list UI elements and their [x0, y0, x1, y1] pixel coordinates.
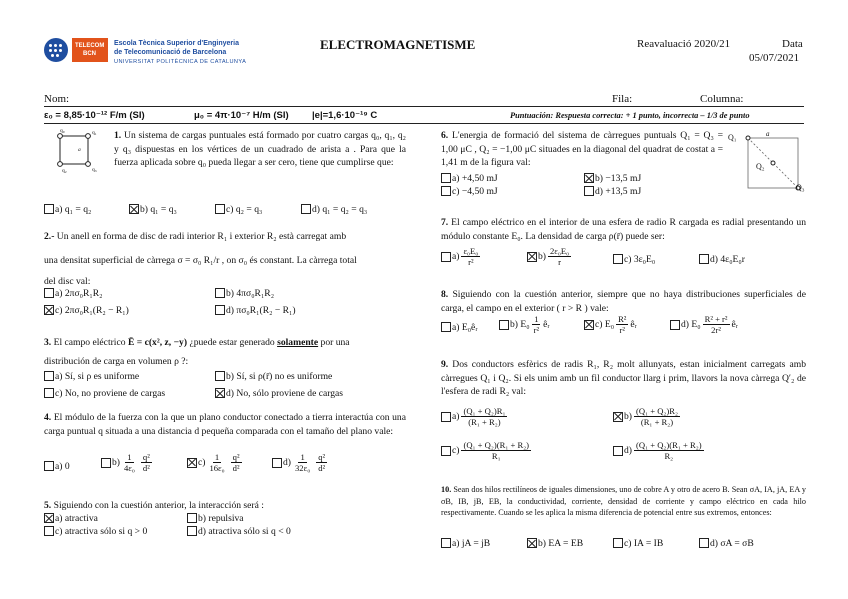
telecom-logo-text: TELECOM	[75, 43, 105, 49]
q10-option-a[interactable]: a) jA = jB	[441, 538, 490, 550]
q3-text-2: distribución de carga en volumen ρ ?:	[44, 356, 189, 367]
q3-option-a[interactable]: a) Sí, si ρ es uniforme	[44, 371, 139, 383]
q8-checkbox-a[interactable]	[441, 322, 451, 332]
q1-fig-label-q0: q₀	[60, 128, 65, 134]
q4-checkbox-b[interactable]	[101, 458, 111, 468]
q2-text-1: 2.- Un anell en forma de disc de radi interior R₁ i exterior R₂ està carregat amb	[44, 231, 347, 242]
q1-statement: Un sistema de cargas puntuales está formado por cuatro cargas q₀, q₁, q₂ y q₃ dispuestas en los vértices de un cuadrado de arista a . Para que la fuerza aplicada sobre q₀ pueda llegar a ser cero, tiene que cumplirse que:	[114, 130, 407, 169]
q1-fig-label-q3: q₃	[92, 167, 97, 173]
q8-text: 8. Siguiendo con la cuestión anterior, siempre que no haya distribuciones superficiales de carga, el campo en el exterior ( r > R ) vale:	[441, 289, 806, 314]
q3-number: 3.	[44, 337, 52, 348]
scoring-note: Puntuación: Respuesta correcta: + 1 punto, incorrecta – 1/3 de punto	[510, 111, 750, 120]
q9-option-c[interactable]: c) $\frac{\text{(Q₁ + Q₂)(R₁ + R₂)}}{\text{R₁}}$	[441, 440, 533, 461]
q4-number: 4.	[44, 412, 52, 423]
q10-option-b[interactable]: b) EA = EB	[527, 538, 583, 550]
q8-option-d[interactable]: d) E₀ $\frac{\text{R² + r²}}{\text{2r²}}$ êᵣ	[670, 314, 738, 335]
q10-number: 10.	[441, 485, 452, 494]
q10-text: 10. Sean dos hilos rectilíneos de iguales dimensiones, uno de cobre A y otro de acero B. Sean σA, IA, jA, EA y σB, IB, jB, EB, la conductividad, corriente, densidad de corriente y campo eléctrico en cada hilo respectivamente. Cuando se les aplica la misma diferencia de potencial entre sus extremos, entonces:	[441, 485, 806, 517]
q4-text: 4. El módulo de la fuerza con la que un plano conductor conectado a tierra interactúa con una carga puntual q situada a una distancia d pequeña comparada con el tamaño del plano vale:	[44, 412, 406, 437]
q3-field: Ē = c(x², z, −y)	[127, 337, 188, 348]
q6-charge-Q2	[771, 161, 775, 165]
q6-option-a[interactable]: a) +4,50 mJ	[441, 173, 498, 185]
q9-text: 9. Dos conductors esfèrics de radis R₁, R₂ molt allunyats, estan inicialment carregats amb càrregues Q₁ i Q₂. Si els unim amb un fil conductor llarg i prim, llavors la nova càrrega Q′₂ de l'esfera de radi R₂ val:	[441, 359, 806, 398]
q2-option-d[interactable]: d) πσ₀R₁(R₂ − R₁)	[215, 305, 296, 317]
q8-checkbox-d[interactable]	[670, 320, 680, 330]
q10-checkbox-c[interactable]	[613, 538, 623, 548]
constants-underline	[44, 123, 804, 124]
q6-option-d[interactable]: d) +13,5 mJ	[584, 186, 641, 198]
q4-checkbox-d[interactable]	[272, 458, 282, 468]
q8-checkbox-b[interactable]	[499, 320, 509, 330]
q1-square	[60, 136, 88, 164]
date-label: Data	[782, 38, 803, 50]
q5-text: 5. Siguiendo con la cuestión anterior, la interacción será :	[44, 500, 264, 511]
q9-option-d[interactable]: d) $\frac{\text{(Q₁ + Q₂)(R₁ + R₂)}}{\text{R₂}}$	[613, 440, 706, 461]
q4-option-a[interactable]: a) 0	[44, 461, 70, 473]
q2-text-2: una densitat superficial de càrrega σ = σ₀ R₁/r , on σ₀ és constant. La càrrega total	[44, 255, 357, 266]
constant-mu0: μ₀ = 4π·10⁻⁷ H/m (SI)	[194, 110, 289, 121]
bcn-logo-text: BCN	[83, 51, 96, 57]
q6-fig-label-Q3: Q₃	[796, 183, 805, 192]
q1-option-c[interactable]: c) q₂ = q₃	[215, 204, 262, 216]
q4-checkbox-a[interactable]	[44, 461, 54, 471]
q2-number: 2.-	[44, 231, 55, 242]
q9-checkbox-d[interactable]	[613, 446, 623, 456]
q3-checkbox-c[interactable]	[44, 388, 54, 398]
q1-checkbox-b[interactable]	[129, 204, 139, 214]
name-underline	[44, 106, 804, 107]
q6-number: 6.	[441, 130, 449, 141]
date-value: 05/07/2021	[749, 52, 800, 64]
q1-option-a[interactable]: a) q₁ = q₂	[44, 204, 91, 216]
q6-fig-label-Q1: Q₁	[728, 133, 737, 142]
q10-checkbox-d[interactable]	[699, 538, 709, 548]
q3-checkbox-d[interactable]	[215, 388, 225, 398]
q2-text-3: del disc val:	[44, 276, 91, 287]
q1-checkbox-a[interactable]	[44, 204, 54, 214]
school-name-2: de Telecomunicació de Barcelona	[114, 49, 227, 56]
q6-option-b[interactable]: b) −13,5 mJ	[584, 173, 641, 185]
q5-checkbox-a[interactable]	[44, 513, 54, 523]
q3-option-b[interactable]: b) Sí, si ρ(r̄) no es uniforme	[215, 371, 332, 383]
q8-checkbox-c[interactable]	[584, 320, 594, 330]
q2-checkbox-b[interactable]	[215, 288, 225, 298]
q7-checkbox-a[interactable]	[441, 252, 451, 262]
q5-checkbox-d[interactable]	[187, 526, 197, 536]
q1-option-b[interactable]: b) q₁ = q₃	[129, 204, 177, 216]
university-name: UNIVERSITAT POLITÈCNICA DE CATALUNYA	[114, 59, 247, 65]
q5-checkbox-b[interactable]	[187, 513, 197, 523]
q9-checkbox-a[interactable]	[441, 412, 451, 422]
q8-option-a[interactable]: a) E₀êᵣ	[441, 322, 478, 334]
q10-option-d[interactable]: d) σA = σB	[699, 538, 754, 550]
q4-option-c[interactable]: c) $\frac{1}{\text{16ε₀}}$ $\frac{\text{q²}}{\text{d²}}$	[187, 452, 244, 473]
q6-checkbox-c[interactable]	[441, 186, 451, 196]
q1-option-d[interactable]: d) q₁ = q₂ = q₃	[301, 204, 367, 216]
q3-checkbox-a[interactable]	[44, 371, 54, 381]
q7-number: 7.	[441, 217, 449, 228]
q1-checkbox-d[interactable]	[301, 204, 311, 214]
q7-option-d[interactable]: d) 4ε₀E₀r	[699, 254, 745, 266]
q4-option-d[interactable]: d) $\frac{1}{\text{32ε₀}}$ $\frac{\text{q²}}{\text{d²}}$	[272, 452, 329, 473]
q1-text	[114, 129, 406, 170]
q2-option-c[interactable]: c) 2πσ₀R₁(R₂ − R₁)	[44, 305, 129, 317]
row-label: Fila:	[612, 93, 633, 105]
q5-number: 5.	[44, 500, 52, 511]
q5-checkbox-c[interactable]	[44, 526, 54, 536]
q1-fig-label-q2: q₂	[62, 168, 67, 174]
constant-eps0: ε₀ = 8,85·10⁻¹² F/m (SI)	[44, 110, 145, 121]
q1-fig-label-a: a	[78, 147, 81, 153]
q6-fig-label-a: a	[766, 130, 770, 138]
q6-text: 6. L'energia de formació del sistema de càrregues puntuals Q₁ = Q₃ = 1,00 μC , Q₂ = −1,00 μC situades en la diagonal del quadrat de costat a = 1,41 m de la figura val:	[441, 130, 723, 169]
q5-option-b[interactable]: b) repulsiva	[187, 513, 244, 525]
q10-checkbox-b[interactable]	[527, 538, 537, 548]
q8-option-c[interactable]: c) E₀ $\frac{\text{R²}}{\text{r²}}$ êᵣ	[584, 314, 637, 335]
q8-number: 8.	[441, 289, 449, 300]
q4-checkbox-c[interactable]	[187, 458, 197, 468]
column-label: Columna:	[700, 93, 744, 105]
page-title: ELECTROMAGNETISME	[320, 37, 476, 52]
q7-checkbox-b[interactable]	[527, 252, 537, 262]
q10-checkbox-a[interactable]	[441, 538, 451, 548]
q1-checkbox-c[interactable]	[215, 204, 225, 214]
q7-text: 7. El campo eléctrico en el interior de una esfera de radio R cargada es radial presentando un módulo constante E₀. La densidad de carga ρ(r̄) puede ser:	[441, 217, 806, 242]
q9-number: 9.	[441, 359, 449, 370]
q6-charge-Q1	[746, 136, 750, 140]
q6-option-c[interactable]: c) −4,50 mJ	[441, 186, 498, 198]
q1-number: 1.	[114, 130, 122, 141]
q5-option-d[interactable]: d) atractiva sólo si q < 0	[187, 526, 291, 538]
q3-option-d[interactable]: d) No, sólo proviene de cargas	[215, 388, 343, 400]
q9-checkbox-c[interactable]	[441, 446, 451, 456]
q3-text-1: 3. El campo eléctrico Ē = c(x², z, −y) ¿puede estar generado solamente por una	[44, 337, 350, 348]
q3-option-c[interactable]: c) No, no proviene de cargas	[44, 388, 165, 400]
q9-checkbox-b[interactable]	[613, 412, 623, 422]
q5-option-a[interactable]: a) atractiva	[44, 513, 98, 525]
q2-option-a[interactable]: a) 2πσ₀R₁R₂	[44, 288, 103, 300]
q8-option-b[interactable]: b) E₀ $\frac{1}{\text{r²}}$ êᵣ	[499, 314, 550, 335]
q9-option-b[interactable]: b) $\frac{\text{(Q₁ + Q₂)R₂}}{\text{(R₁ + R₂)}}$	[613, 406, 682, 427]
q3-checkbox-b[interactable]	[215, 371, 225, 381]
q6-checkbox-b[interactable]	[584, 173, 594, 183]
constant-e: |e|=1,6·10⁻¹⁹ C	[312, 110, 378, 121]
q2-checkbox-c[interactable]	[44, 305, 54, 315]
q1-charge-q0	[58, 134, 63, 139]
school-name-1: Escola Tècnica Superior d'Enginyeria	[114, 40, 239, 47]
q9-option-a[interactable]: a) $\frac{\text{(Q₁ + Q₂)R₁}}{\text{(R₁ + R₂)}}$	[441, 406, 509, 427]
q7-option-a[interactable]: a) $\frac{\text{ε₀E₀}}{\text{r²}}$	[441, 246, 482, 267]
q1-fig-label-q1: q₁	[92, 130, 97, 136]
q5-option-c[interactable]: c) atractiva sólo si q > 0	[44, 526, 147, 538]
telecom-logo	[72, 38, 108, 62]
q10-option-c[interactable]: c) IA = IB	[613, 538, 663, 550]
upc-logo	[44, 38, 68, 62]
q6-checkbox-a[interactable]	[441, 173, 451, 183]
q6-checkbox-d[interactable]	[584, 186, 594, 196]
q4-option-b[interactable]: b) $\frac{1}{\text{4ε₀}}$ $\frac{\text{q²}}{\text{d²}}$	[101, 452, 154, 473]
q1-charge-q3	[86, 162, 91, 167]
q6-fig-label-Q2: Q₂	[756, 162, 765, 171]
q7-checkbox-d[interactable]	[699, 254, 709, 264]
q7-option-b[interactable]: b) $\frac{\text{2ε₀E₀}}{r}$	[527, 246, 573, 267]
q7-checkbox-c[interactable]	[613, 254, 623, 264]
q7-option-c[interactable]: c) 3ε₀E₀	[613, 254, 655, 266]
q2-option-b[interactable]: b) 4πσ₀R₁R₂	[215, 288, 274, 300]
q2-checkbox-a[interactable]	[44, 288, 54, 298]
q1-charge-q1	[86, 134, 91, 139]
q1-charge-q2	[58, 162, 63, 167]
session: Reavaluació 2020/21	[637, 38, 731, 50]
q2-checkbox-d[interactable]	[215, 305, 225, 315]
name-label: Nom:	[44, 93, 70, 105]
q3-underlined: solamente	[277, 337, 319, 348]
